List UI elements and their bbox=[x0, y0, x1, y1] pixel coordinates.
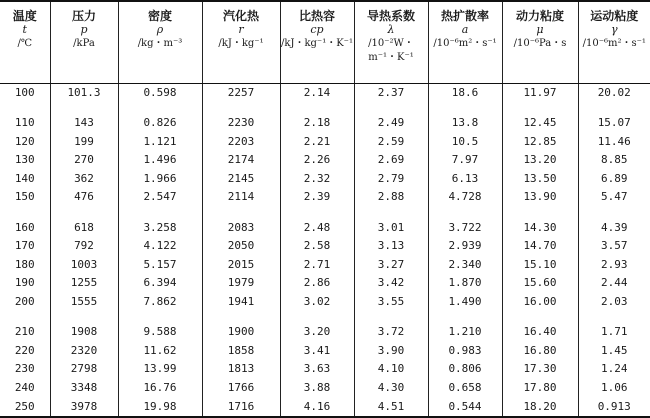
table-cell: 3.88 bbox=[280, 379, 354, 398]
table-cell: 250 bbox=[0, 397, 50, 417]
column-title: 比热容 bbox=[298, 9, 335, 23]
spacer-cell bbox=[502, 311, 578, 323]
table-cell: 2015 bbox=[202, 255, 280, 274]
table-cell: 2.39 bbox=[280, 188, 354, 207]
table-cell: 180 bbox=[14, 257, 35, 271]
column-header bbox=[578, 1, 650, 83]
table-cell: 5.47 bbox=[578, 188, 650, 207]
column-title: 热扩散率 bbox=[440, 9, 489, 23]
table-row bbox=[0, 170, 650, 189]
table-cell: 2.14 bbox=[280, 83, 354, 102]
table-cell: 2145 bbox=[202, 170, 280, 189]
table-cell: 1003 bbox=[50, 255, 118, 274]
table-row bbox=[0, 237, 650, 256]
table-cell: 19.98 bbox=[118, 397, 202, 417]
table-cell: 14.30 bbox=[502, 218, 578, 237]
spacer-cell bbox=[202, 102, 280, 114]
table-cell: 15.07 bbox=[578, 114, 650, 133]
table-cell: 190 bbox=[14, 276, 35, 290]
table-cell: 2.18 bbox=[280, 114, 354, 133]
column-title: 动力粘度 bbox=[515, 9, 564, 23]
table-cell: 2203 bbox=[202, 132, 280, 151]
column-unit: /kg・m⁻³ bbox=[137, 38, 183, 49]
table-cell: 160 bbox=[14, 220, 35, 234]
table-cell: 1.06 bbox=[578, 379, 650, 398]
table-cell: 1979 bbox=[202, 274, 280, 293]
table-cell: 9.588 bbox=[118, 323, 202, 342]
spacer-cell bbox=[578, 207, 650, 219]
spacer-cell bbox=[118, 311, 202, 323]
table-cell: 240 bbox=[14, 380, 35, 394]
table-cell: 3.72 bbox=[354, 323, 428, 342]
table-cell: 4.122 bbox=[118, 237, 202, 256]
table-row bbox=[0, 255, 650, 274]
column-header bbox=[428, 1, 502, 83]
table-cell: 1813 bbox=[202, 360, 280, 379]
column-symbol: t bbox=[22, 23, 27, 36]
table-cell: 143 bbox=[50, 114, 118, 133]
column-unit: /kPa bbox=[73, 38, 95, 49]
table-cell: 120 bbox=[14, 134, 35, 148]
table-cell: 4.30 bbox=[354, 379, 428, 398]
column-symbol: μ bbox=[536, 23, 544, 36]
table-cell: 2.49 bbox=[354, 114, 428, 133]
table-row bbox=[0, 83, 650, 102]
table-cell: 14.70 bbox=[502, 237, 578, 256]
table-cell: 130 bbox=[14, 153, 35, 167]
table-cell: 2.69 bbox=[354, 151, 428, 170]
column-header bbox=[118, 1, 202, 83]
spacer-cell bbox=[280, 102, 354, 114]
table-cell: 1.490 bbox=[428, 293, 502, 312]
spacer-cell bbox=[50, 207, 118, 219]
spacer-cell bbox=[502, 102, 578, 114]
column-title: 导热系数 bbox=[366, 9, 415, 23]
table-cell: 13.99 bbox=[118, 360, 202, 379]
table-cell: 16.40 bbox=[502, 323, 578, 342]
table-cell: 3.02 bbox=[280, 293, 354, 312]
table-cell: 2.32 bbox=[280, 170, 354, 189]
column-symbol: λ bbox=[387, 23, 395, 36]
column-unit: /10⁻²W・m⁻¹・K⁻¹ bbox=[368, 38, 414, 63]
table-cell: 1.71 bbox=[578, 323, 650, 342]
table-cell: 0.806 bbox=[428, 360, 502, 379]
column-unit: /10⁻⁶Pa・s bbox=[513, 38, 567, 49]
spacer-cell bbox=[202, 311, 280, 323]
table-cell: 140 bbox=[14, 171, 35, 185]
spacer-cell bbox=[0, 102, 50, 114]
table-cell: 3.41 bbox=[280, 341, 354, 360]
table-cell: 101.3 bbox=[50, 83, 118, 102]
table-cell: 2.93 bbox=[578, 255, 650, 274]
spacer-cell bbox=[280, 207, 354, 219]
table-cell: 1.210 bbox=[428, 323, 502, 342]
table-cell: 3.90 bbox=[354, 341, 428, 360]
table-cell: 2.44 bbox=[578, 274, 650, 293]
table-cell: 2.03 bbox=[578, 293, 650, 312]
spacer-cell bbox=[428, 207, 502, 219]
table-cell: 1766 bbox=[202, 379, 280, 398]
table-cell: 1.966 bbox=[118, 170, 202, 189]
table-cell: 1.45 bbox=[578, 341, 650, 360]
table-cell: 2.86 bbox=[280, 274, 354, 293]
column-header bbox=[280, 1, 354, 83]
table-row bbox=[0, 341, 650, 360]
table-cell: 2050 bbox=[202, 237, 280, 256]
spacer-cell bbox=[280, 311, 354, 323]
table-cell: 3348 bbox=[50, 379, 118, 398]
table-cell: 2257 bbox=[202, 83, 280, 102]
spacer-cell bbox=[0, 311, 50, 323]
table-cell: 13.90 bbox=[502, 188, 578, 207]
table-row bbox=[0, 114, 650, 133]
table-cell: 2114 bbox=[202, 188, 280, 207]
table-cell: 7.862 bbox=[118, 293, 202, 312]
table-cell: 11.46 bbox=[578, 132, 650, 151]
table-row bbox=[0, 379, 650, 398]
column-title: 温度 bbox=[12, 9, 37, 23]
table-cell: 4.39 bbox=[578, 218, 650, 237]
table-cell: 1858 bbox=[202, 341, 280, 360]
column-title: 汽化热 bbox=[222, 9, 259, 23]
table-cell: 3.42 bbox=[354, 274, 428, 293]
table-cell: 1.121 bbox=[118, 132, 202, 151]
table-cell: 8.85 bbox=[578, 151, 650, 170]
table-cell: 1.870 bbox=[428, 274, 502, 293]
table-cell: 210 bbox=[14, 325, 35, 339]
table-cell: 2.939 bbox=[428, 237, 502, 256]
column-header bbox=[202, 1, 280, 83]
table-row bbox=[0, 151, 650, 170]
table-row bbox=[0, 274, 650, 293]
table-cell: 15.10 bbox=[502, 255, 578, 274]
column-symbol: γ bbox=[610, 23, 618, 36]
table-cell: 618 bbox=[50, 218, 118, 237]
spacer-cell bbox=[118, 207, 202, 219]
table-cell: 3.722 bbox=[428, 218, 502, 237]
column-header bbox=[502, 1, 578, 83]
spacer-cell bbox=[354, 102, 428, 114]
table-cell: 17.30 bbox=[502, 360, 578, 379]
table-cell: 17.80 bbox=[502, 379, 578, 398]
table-cell: 150 bbox=[14, 190, 35, 204]
table-cell: 2.58 bbox=[280, 237, 354, 256]
table-cell: 2798 bbox=[50, 360, 118, 379]
table-cell: 11.62 bbox=[118, 341, 202, 360]
table-cell: 3.55 bbox=[354, 293, 428, 312]
table-cell: 2.340 bbox=[428, 255, 502, 274]
column-unit: /℃ bbox=[17, 38, 33, 49]
table-row bbox=[0, 293, 650, 312]
table-cell: 230 bbox=[14, 362, 35, 376]
table-cell: 1716 bbox=[202, 397, 280, 417]
column-symbol: cp bbox=[310, 23, 324, 36]
spacer-cell bbox=[50, 311, 118, 323]
spacer-cell bbox=[354, 311, 428, 323]
table-cell: 16.80 bbox=[502, 341, 578, 360]
table-cell: 5.157 bbox=[118, 255, 202, 274]
table-cell: 11.97 bbox=[502, 83, 578, 102]
table-cell: 170 bbox=[14, 239, 35, 253]
column-unit: /10⁻⁶m²・s⁻¹ bbox=[433, 38, 497, 49]
table-cell: 0.598 bbox=[118, 83, 202, 102]
table-cell: 2.59 bbox=[354, 132, 428, 151]
column-symbol: ρ bbox=[156, 23, 164, 36]
table-cell: 18.6 bbox=[428, 83, 502, 102]
table-cell: 0.826 bbox=[118, 114, 202, 133]
table-cell: 110 bbox=[14, 116, 35, 130]
row-spacer bbox=[0, 207, 650, 219]
table-cell: 3.13 bbox=[354, 237, 428, 256]
header-row bbox=[0, 1, 650, 83]
row-spacer bbox=[0, 311, 650, 323]
table-cell: 2.547 bbox=[118, 188, 202, 207]
table-cell: 4.16 bbox=[280, 397, 354, 417]
column-header bbox=[50, 1, 118, 83]
table-cell: 3.258 bbox=[118, 218, 202, 237]
table-cell: 1900 bbox=[202, 323, 280, 342]
table-cell: 3.01 bbox=[354, 218, 428, 237]
column-symbol: p bbox=[80, 23, 88, 36]
table-cell: 2.26 bbox=[280, 151, 354, 170]
table-cell: 4.10 bbox=[354, 360, 428, 379]
spacer-cell bbox=[50, 102, 118, 114]
table-cell: 792 bbox=[50, 237, 118, 256]
column-unit: /10⁻⁶m²・s⁻¹ bbox=[582, 38, 646, 49]
table-cell: 13.8 bbox=[428, 114, 502, 133]
spacer-cell bbox=[428, 311, 502, 323]
table-cell: 270 bbox=[50, 151, 118, 170]
table-cell: 3.63 bbox=[280, 360, 354, 379]
table-cell: 2174 bbox=[202, 151, 280, 170]
table-row bbox=[0, 188, 650, 207]
column-title: 密度 bbox=[147, 9, 172, 23]
table-cell: 1555 bbox=[50, 293, 118, 312]
table-cell: 7.97 bbox=[428, 151, 502, 170]
table-cell: 2230 bbox=[202, 114, 280, 133]
table-cell: 13.20 bbox=[502, 151, 578, 170]
table-row bbox=[0, 218, 650, 237]
table-cell: 2.48 bbox=[280, 218, 354, 237]
table-cell: 3.57 bbox=[578, 237, 650, 256]
column-unit: /kJ・kg⁻¹ bbox=[218, 38, 264, 49]
spacer-cell bbox=[0, 207, 50, 219]
table-cell: 362 bbox=[50, 170, 118, 189]
table-cell: 10.5 bbox=[428, 132, 502, 151]
table-cell: 4.51 bbox=[354, 397, 428, 417]
table-cell: 2320 bbox=[50, 341, 118, 360]
table-row bbox=[0, 323, 650, 342]
spacer-cell bbox=[202, 207, 280, 219]
spacer-cell bbox=[354, 207, 428, 219]
spacer-cell bbox=[578, 102, 650, 114]
table-cell: 20.02 bbox=[578, 83, 650, 102]
table-cell: 1255 bbox=[50, 274, 118, 293]
table-cell: 13.50 bbox=[502, 170, 578, 189]
table-cell: 2083 bbox=[202, 218, 280, 237]
table-cell: 1941 bbox=[202, 293, 280, 312]
column-header bbox=[354, 1, 428, 83]
table-cell: 6.394 bbox=[118, 274, 202, 293]
row-spacer bbox=[0, 102, 650, 114]
column-title: 运动粘度 bbox=[590, 9, 639, 23]
table-cell: 12.45 bbox=[502, 114, 578, 133]
column-symbol: r bbox=[238, 23, 244, 36]
table-header bbox=[0, 1, 650, 83]
table-cell: 18.20 bbox=[502, 397, 578, 417]
table-cell: 476 bbox=[50, 188, 118, 207]
spacer-cell bbox=[502, 207, 578, 219]
table-row bbox=[0, 360, 650, 379]
table-cell: 2.21 bbox=[280, 132, 354, 151]
table-cell: 1.24 bbox=[578, 360, 650, 379]
table-cell: 200 bbox=[14, 294, 35, 308]
table-cell: 0.544 bbox=[428, 397, 502, 417]
table-cell: 220 bbox=[14, 343, 35, 357]
table-cell: 0.658 bbox=[428, 379, 502, 398]
column-header bbox=[0, 1, 50, 83]
table-cell: 2.71 bbox=[280, 255, 354, 274]
table-row bbox=[0, 132, 650, 151]
table-cell: 6.13 bbox=[428, 170, 502, 189]
table-row bbox=[0, 397, 650, 417]
table-cell: 2.88 bbox=[354, 188, 428, 207]
spacer-cell bbox=[428, 102, 502, 114]
table-cell: 6.89 bbox=[578, 170, 650, 189]
table-cell: 3.20 bbox=[280, 323, 354, 342]
table-cell: 0.913 bbox=[578, 397, 650, 417]
table-cell: 3978 bbox=[50, 397, 118, 417]
table-cell: 1908 bbox=[50, 323, 118, 342]
column-unit: /kJ・kg⁻¹・K⁻¹ bbox=[281, 38, 353, 49]
table-cell: 3.27 bbox=[354, 255, 428, 274]
column-title: 压力 bbox=[71, 9, 96, 23]
spacer-cell bbox=[118, 102, 202, 114]
table-cell: 4.728 bbox=[428, 188, 502, 207]
table-cell: 2.37 bbox=[354, 83, 428, 102]
table-cell: 1.496 bbox=[118, 151, 202, 170]
table-cell: 16.00 bbox=[502, 293, 578, 312]
table-cell: 0.983 bbox=[428, 341, 502, 360]
table-cell: 15.60 bbox=[502, 274, 578, 293]
table-body bbox=[0, 83, 650, 417]
table-cell: 12.85 bbox=[502, 132, 578, 151]
table-cell: 199 bbox=[50, 132, 118, 151]
column-symbol: a bbox=[461, 23, 469, 36]
spacer-cell bbox=[578, 311, 650, 323]
table-cell: 100 bbox=[14, 85, 35, 99]
table-cell: 16.76 bbox=[118, 379, 202, 398]
table-cell: 2.79 bbox=[354, 170, 428, 189]
